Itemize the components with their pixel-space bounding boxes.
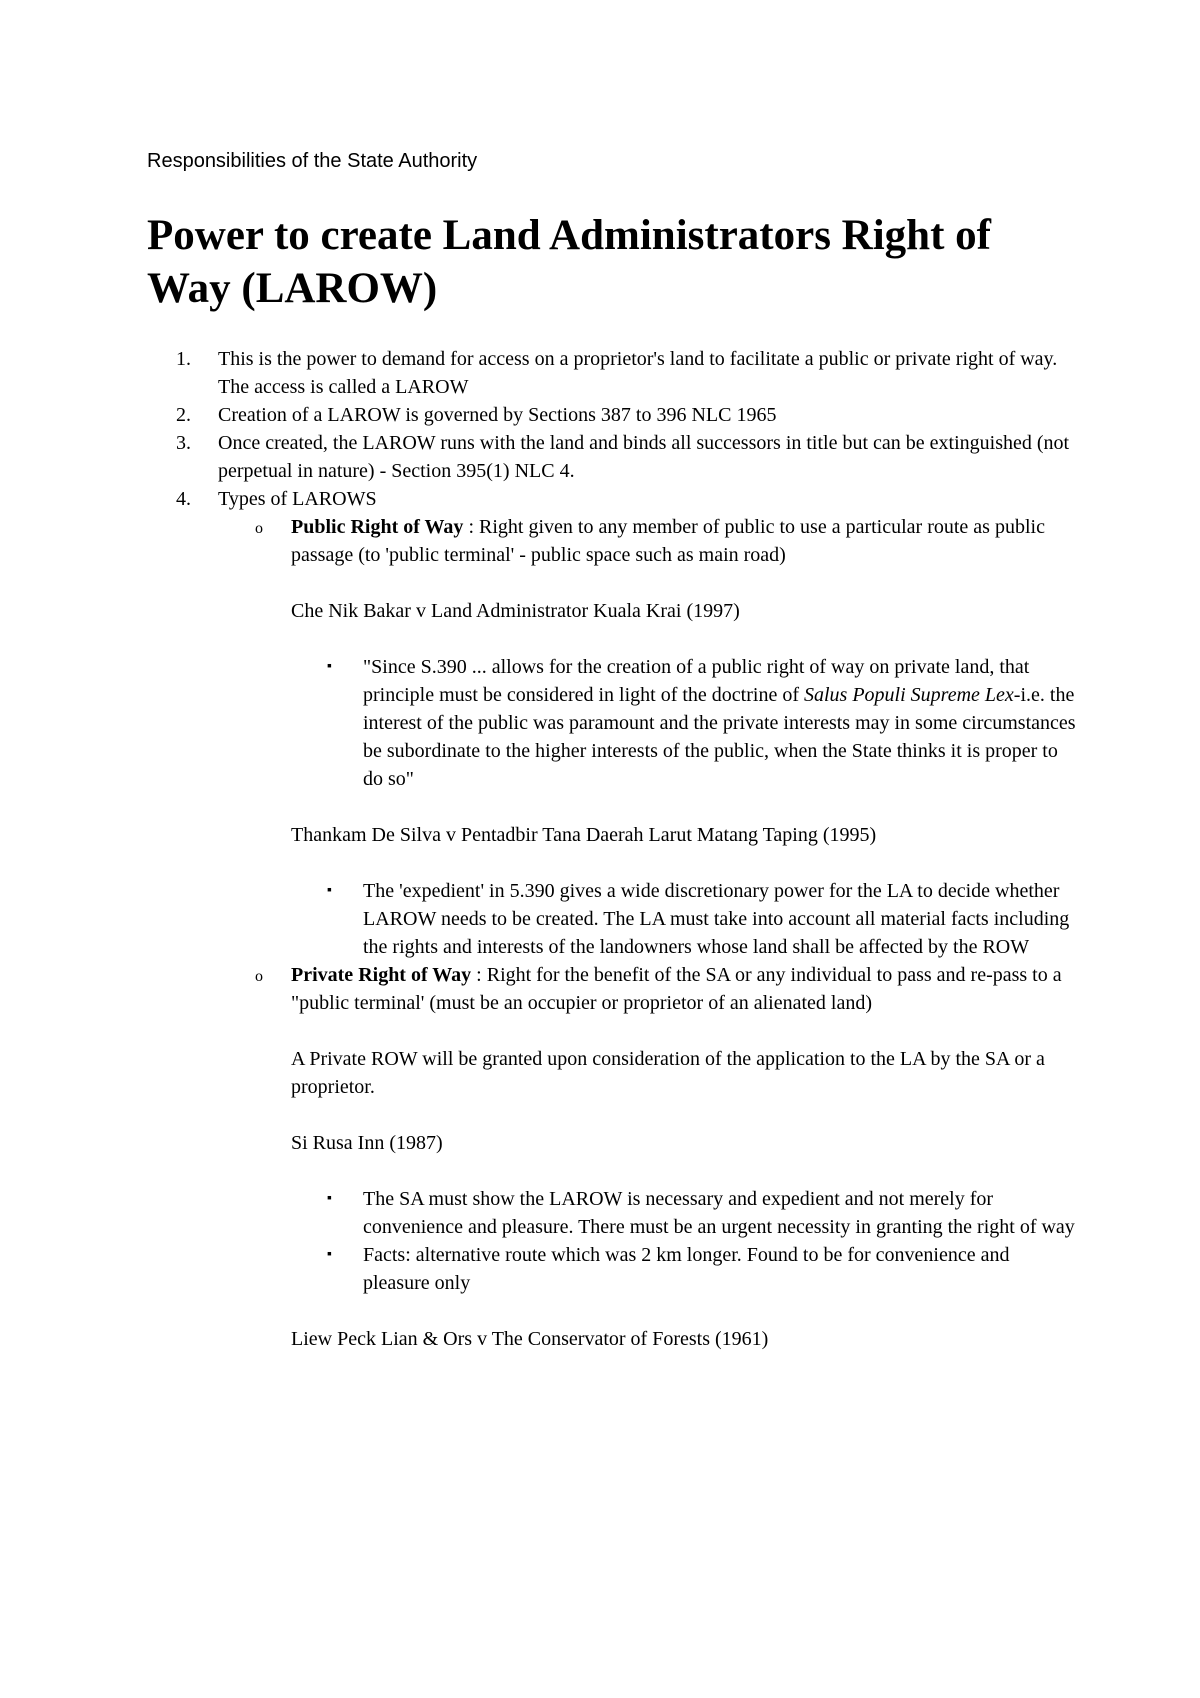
type-public-row	[255, 513, 1077, 961]
case-bullets	[291, 877, 1077, 961]
type-label: Private Right of Way	[291, 964, 472, 986]
square-bullet-icon: ▪	[327, 1247, 332, 1262]
list-number: 2.	[176, 404, 191, 426]
list-item	[176, 401, 1077, 429]
list-item	[176, 429, 1077, 485]
list-item-text: This is the power to demand for access on a proprietor's land to facilitate a public or private right of way. The access is called a LAROW	[218, 348, 1058, 398]
case-bullet	[327, 1241, 1077, 1297]
list-item-text: Once created, the LAROW runs with the land and binds all successors in title but can be extinguished (not perpetual in nature) - Section 395(1) NLC 4.	[218, 432, 1070, 482]
circle-bullet-icon: o	[255, 968, 263, 985]
numbered-list	[147, 345, 1077, 1353]
bullet-text: The SA must show the LAROW is necessary and expedient and not merely for convenience and pleasure. There must be an urgent necessity in granting the right of way	[363, 1188, 1075, 1238]
case-bullet	[327, 877, 1077, 961]
case-name: Liew Peck Lian & Ors v The Conservator of Forests (1961)	[291, 1328, 769, 1350]
case-name: Che Nik Bakar v Land Administrator Kuala Krai (1997)	[291, 600, 740, 622]
type-label: Public Right of Way	[291, 516, 464, 538]
list-number: 3.	[176, 432, 191, 454]
list-item-text: Types of LAROWS	[218, 488, 377, 510]
square-bullet-icon: ▪	[327, 659, 332, 674]
case-bullets	[291, 1185, 1077, 1297]
document-body	[147, 345, 1077, 1381]
bullet-text: The 'expedient' in 5.390 gives a wide discretionary power for the LA to decide whether LAROW needs to be created. The LA must take into account all material facts including the rights and interests of the landowners whose land shall be affected by the ROW	[363, 880, 1070, 958]
section-subtitle: Responsibilities of the State Authority	[147, 150, 478, 172]
case-bullets	[291, 653, 1077, 793]
list-number: 1.	[176, 348, 191, 370]
paragraph: A Private ROW will be granted upon consideration of the application to the LA by the SA or a proprietor.	[291, 1048, 1045, 1098]
types-list	[218, 513, 1077, 1353]
type-description: : Right given to any member of public to use a particular route as public passage (to 'public terminal' - public space such as main road)	[291, 516, 1045, 566]
square-bullet-icon: ▪	[327, 1191, 332, 1206]
quote-text-cont: -i.e. the interest of the public was paramount and the private interests may in some circumstances be subordinate to the higher interests of the public, when the State thinks it is proper to do so"	[363, 684, 1076, 790]
type-description: : Right for the benefit of the SA or any individual to pass and re-pass to a "public terminal' (must be an occupier or proprietor of an alienated land)	[291, 964, 1062, 1014]
list-item	[176, 345, 1077, 401]
page-title: Power to create Land Administrators Right of Way (LAROW)	[147, 212, 991, 312]
list-item-text: Creation of a LAROW is governed by Sections 387 to 396 NLC 1965	[218, 404, 777, 426]
case-name: Thankam De Silva v Pentadbir Tana Daerah Larut Matang Taping (1995)	[291, 824, 877, 846]
case-bullet	[327, 653, 1077, 793]
case-name: Si Rusa Inn (1987)	[291, 1132, 443, 1154]
square-bullet-icon: ▪	[327, 883, 332, 898]
quote-text: "Since S.390 ... allows for the creation of a public right of way on private land, that principle must be considered in light of the doctrine of	[363, 656, 1030, 706]
bullet-text: Facts: alternative route which was 2 km longer. Found to be for convenience and pleasure only	[363, 1244, 1010, 1294]
case-bullet	[327, 1185, 1077, 1241]
circle-bullet-icon: o	[255, 520, 263, 537]
type-private-row	[255, 961, 1077, 1353]
list-item	[176, 485, 1077, 1353]
list-number: 4.	[176, 488, 191, 510]
latin-maxim: Salus Populi Supreme Lex	[804, 684, 1014, 706]
